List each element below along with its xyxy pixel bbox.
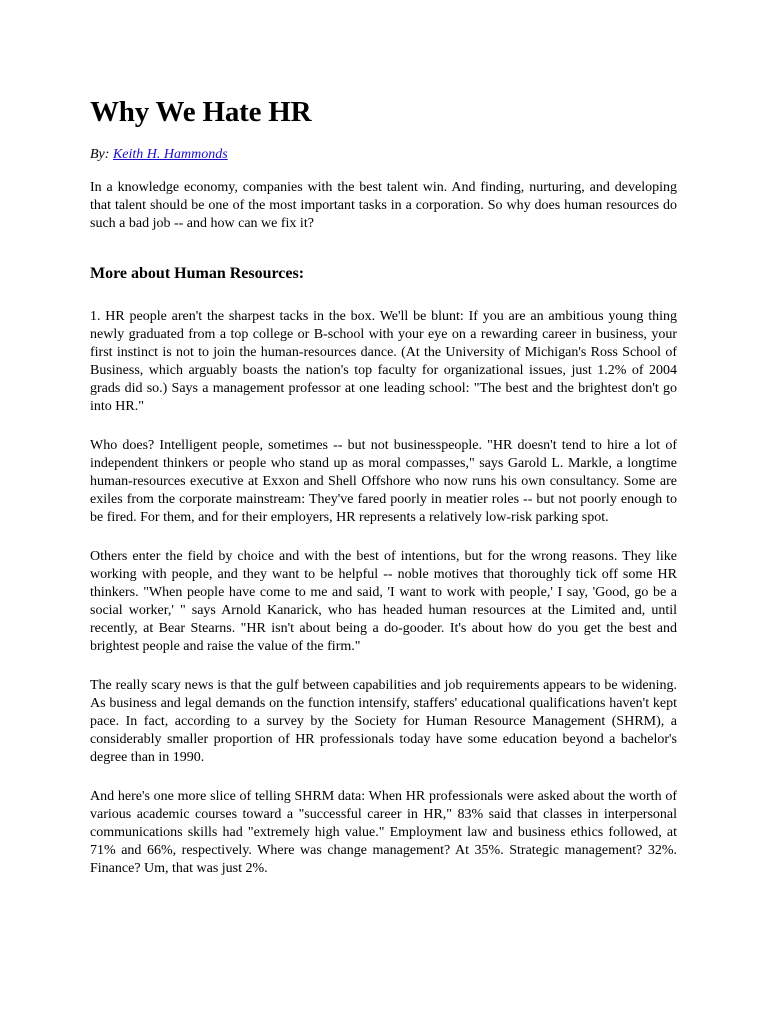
body-paragraph: The really scary news is that the gulf between capabilities and job requirements appears to be widening. As business and legal demands on the function intensify, staffers' educational qualifications haven't kept pace. In fact, according to a survey by the Society for Human Resource Management (SHRM), a considerably smaller proportion of HR professionals today have some education beyond a bachelor's degree than in 1990. [90,678,677,765]
article [90,92,677,878]
section-heading: More about Human Resources: [90,265,305,282]
byline [90,146,677,164]
body-paragraph: Who does? Intelligent people, sometimes -- but not businesspeople. "HR doesn't tend to hire a lot of independent thinkers or people who stand up as moral compasses," says Garold L. Markle, a longtime human-resources executive at Exxon and Shell Offshore who now runs his own consultancy. Some are exiles from the corporate mainstream: They've fared poorly in meatier roles -- but not poorly enough to be fired. For them, and for their employers, HR represents a relatively low-risk parking spot. [90,438,677,525]
body-paragraph: Others enter the field by choice and with the best of intentions, but for the wrong reasons. They like working with people, and they want to be helpful -- noble motives that thoroughly tick off some HR thinkers. "When people have come to me and said, 'I want to work with people,' I say, 'Good, go be a social worker,' " says Arnold Kanarick, who has headed human resources at the Limited and, until recently, at Bear Stearns. "HR isn't about being a do-gooder. It's about how do you get the best and brightest people and raise the value of the firm." [90,549,677,654]
byline-label: By: [90,147,113,162]
page-title: Why We Hate HR [90,96,312,128]
intro-paragraph: In a knowledge economy, companies with the best talent win. And finding, nurturing, and developing that talent should be one of the most important tasks in a corporation. So why does human resources do such a bad job -- and how can we fix it? [90,180,677,231]
body-paragraph: And here's one more slice of telling SHRM data: When HR professionals were asked about the worth of various academic courses toward a "successful career in HR," 83% said that classes in interpersonal communications skills had "extremely high value." Employment law and business ethics followed, at 71% and 66%, respectively. Where was change management? At 35%. Strategic management? 32%. Finance? Um, that was just 2%. [90,789,677,876]
author-link[interactable]: Keith H. Hammonds [112,147,228,162]
body-paragraph: 1. HR people aren't the sharpest tacks in the box. We'll be blunt: If you are an ambitious young thing newly graduated from a top college or B-school with your eye on a rewarding career in business, your first instinct is not to join the human-resources dance. (At the University of Michigan's Ross School of Business, which arguably boasts the nation's top faculty for organizational issues, just 1.2% of 2004 grads did so.) Says a management professor at one leading school: "The best and the brightest don't go into HR." [90,309,677,414]
